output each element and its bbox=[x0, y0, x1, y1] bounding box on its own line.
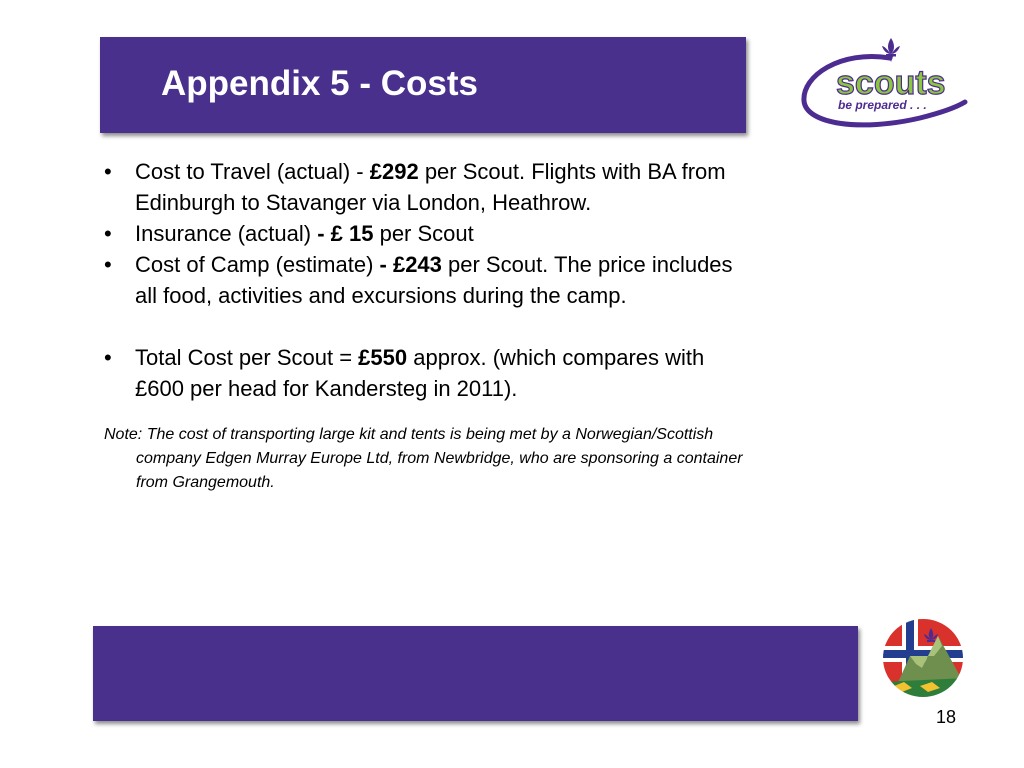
list-item: • Insurance (actual) - £ 15 per Scout bbox=[104, 218, 744, 249]
total-list bbox=[104, 342, 744, 404]
slide-title: Appendix 5 - Costs bbox=[161, 64, 478, 103]
list-item: • Cost to Travel (actual) - £292 per Scout. Flights with BA from Edinburgh to Stavanger via London, Heathrow. bbox=[104, 156, 744, 218]
scouts-logo bbox=[800, 36, 970, 134]
total-value: £550 bbox=[358, 345, 408, 370]
logo-word: scouts bbox=[836, 64, 946, 102]
cost-list bbox=[104, 156, 744, 311]
title-bar bbox=[100, 37, 746, 133]
cost-value: - £243 bbox=[379, 252, 442, 277]
note-text: Note: The cost of transporting large kit and tents is being met by a Norwegian/Scottish company Edgen Murray Europe Ltd, from Newbridge, who are sponsoring a container from Grangemouth. bbox=[104, 426, 743, 491]
spacer bbox=[104, 311, 744, 342]
norway-camp-badge-icon bbox=[880, 616, 966, 700]
list-item: • Total Cost per Scout = £550 approx. (which compares with £600 per head for Kandersteg in 2011). bbox=[104, 342, 744, 404]
cost-value: - £ 15 bbox=[317, 221, 374, 246]
cost-value: £292 bbox=[369, 159, 419, 184]
slide-content bbox=[104, 156, 744, 495]
logo-tagline: be prepared . . . bbox=[838, 98, 927, 112]
footer-bar bbox=[93, 626, 858, 721]
list-item: • Cost of Camp (estimate) - £243 per Scout. The price includes all food, activities and excursions during the camp. bbox=[104, 249, 744, 311]
page-number: 18 bbox=[936, 707, 957, 727]
